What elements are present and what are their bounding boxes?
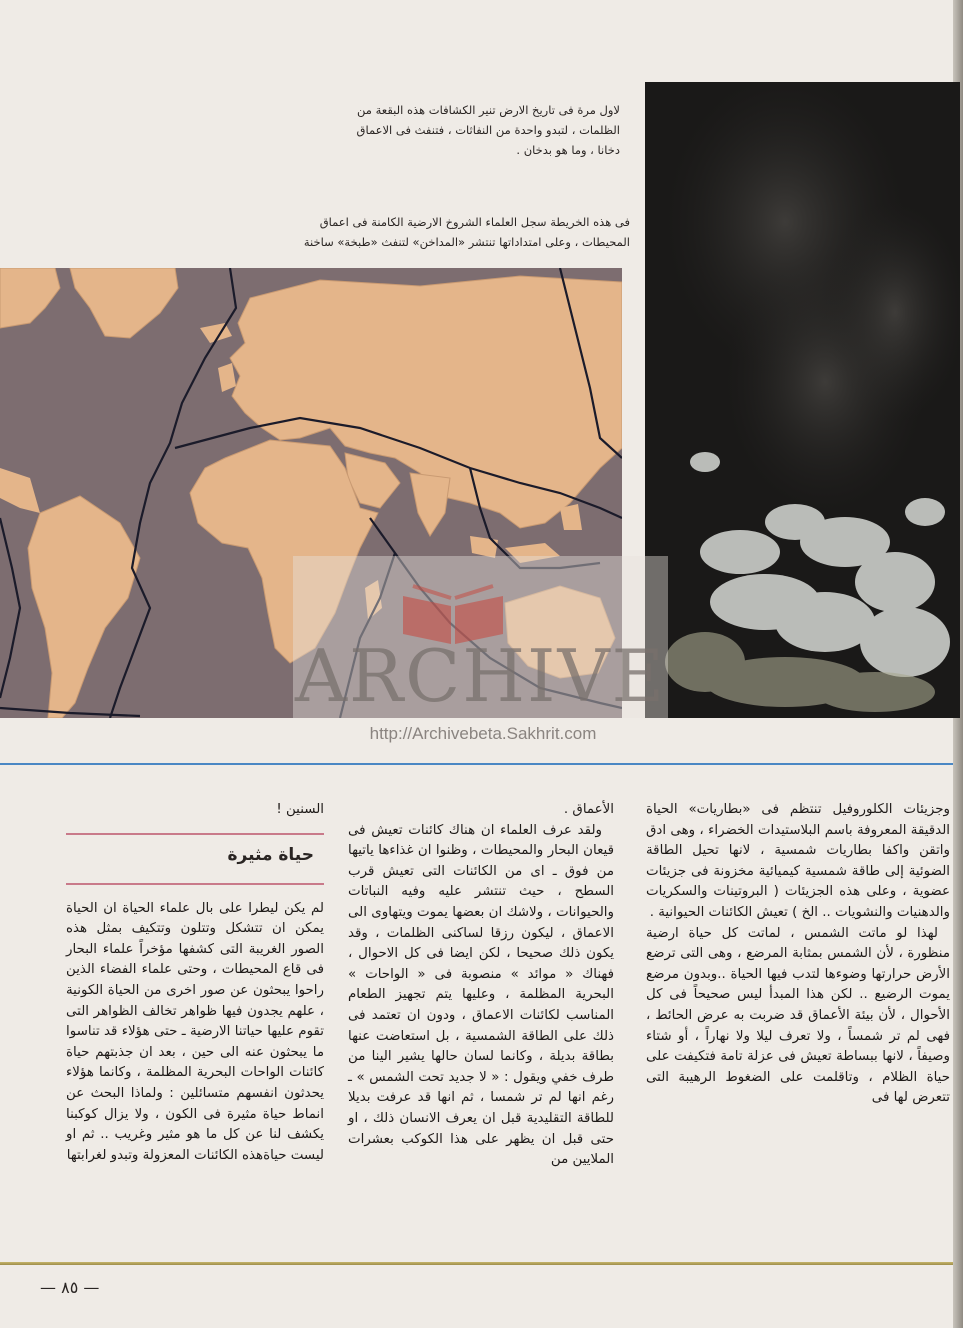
deep-sea-photo-drawing bbox=[645, 82, 960, 718]
paragraph: وجزيئات الكلوروفيل تنتظم فى «بطاريات» الحياة الدقيقة المعروفة باسم البلاستيدات الخضراء ، وهى ادق واتقن واكفا بطاريات شمسية ، لانها تحيل الطاقة الضوئية إلى طاقة شمسية كيميائية مخزونة فى جزيئات عضوية ، وعلى هذه الجزيئات ( البروتينات والسكريات والدهنيات والنشويات .. الخ ) تعيش الكائنات الحيوانية . bbox=[646, 802, 950, 920]
page-number: — ٨٥ — bbox=[40, 1278, 100, 1297]
deep-sea-photo bbox=[645, 82, 960, 718]
paragraph: لم يكن ليطرا على بال علماء الحياة ان الحياة يمكن ان تتشكل وتتلون وتتكيف بمثل هذه الصور الغريبة التى كشفها مؤخراً علماء البحار فى قاع المحيطات ، وحتى علماء الفضاء الذين راحوا يبحثون عن صور اخرى من الحياة الكونية ، علهم يجدون فيها ظواهر تخالف الظواهر التى تقوم عليها حياتنا الارضية ـ حتى هؤلاء قد تناسوا ما يبحثون عنه الى حين ، بعد ان جذبتهم حياة كائنات الواحات البحرية المظلمة ، وكانما هؤلاء يحدثون انفسهم متسائلين : ولماذا البحث عن انماط حياة مثيرة فى الكون ، ولا يزال كوكبنا يكشف لنا عن كل ما هو مثير وغريب .. ثم او ليست حياةهذه الكائنات المعزولة وتبدو لغرابتها bbox=[66, 900, 324, 1163]
photo-caption: لاول مرة فى تاريخ الارض تنير الكشافات هذه البقعة من الظلمات ، لتبدو واحدة من النفاثات ، فتنفث فى الاعماق دخانا ، وما هو بدخان . bbox=[356, 103, 620, 157]
text-column-middle bbox=[348, 800, 614, 1171]
footer-rule bbox=[0, 1262, 953, 1265]
paragraph: لهذا لو ماتت الشمس ، لماتت كل حياة ارضية منظورة ، لأن الشمس بمثابة المرضع ، وهى التى ترضع الأرض حرارتها وضوءها لتدب فيها الحياة ..وبدون مرضع يموت الرضيع .. لكن هذا المبدأ ليس صحيحاً فى كل الأحوال ، لأن بيئة الأعماق قد ضربت به عرض الحائط ، فهى لم تر شمساً ، ولا تعرف ليلا ولا نهاراً ، أو شتاء وصيفاً ، لانها ببساطة تعيش فى عزلة تامة فتكيفت على حياة الظلام ، وتاقلمت على الضغوط الرهيبة التى تتعرض لها فى bbox=[646, 925, 950, 1106]
paragraph: ولقد عرف العلماء ان هناك كائنات تعيش فى قيعان البحار والمحيطات ، وظنوا ان غذاءها ياتيها من فوق ـ اى من الكائنات التى تعيش قرب السطح ، حيث تنتشر عليه وفيه النباتات والحيوانات ، ولاشك ان بعضها يموت ويتهاوى الى الاعماق ، ليكون رزقا لساكنى الظلمات ، وقد يكون ذلك صحيحا ، لكن ايضا فى كل الاحوال ، فهناك « موائد » منصوبة فى « الواحات » البحرية المظلمة ، وعليها يتم تجهيز الطعام المناسب لكائنات الاعماق ، ودون ان تعتمد فى ذلك على الطاقة الشمسية ، بل استعاضت عنها بطاقة بديلة ، وكانما لسان حالها يشير الينا من طرف خفي ويقول : « لا جديد تحت الشمس » ـ رغم انها لم تر شمسا ، ثم انها قد عرفت بديلا للطاقة التقليدية قبل ان يعرف الانسان ذلك ، او حتى قبل ان يظهر على هذا الكوكب بعشرات الملايين من bbox=[348, 822, 614, 1168]
paragraph: الأعماق . bbox=[563, 802, 614, 817]
text-column-right bbox=[646, 800, 950, 1109]
archive-watermark bbox=[293, 556, 668, 718]
map-caption: فى هذه الخريطة سجل العلماء الشروخ الارضية الكامنة فى اعماق المحيطات ، وعلى امتداداتها تنتشر «المداخن» لتنفث «طبخة» ساخنة bbox=[303, 215, 630, 249]
section-divider bbox=[0, 763, 953, 765]
paragraph-tail: السنين ! bbox=[276, 802, 324, 817]
text-column-left bbox=[66, 800, 324, 1166]
watermark-text: ARCHIVE bbox=[294, 634, 667, 718]
section-heading-box bbox=[66, 833, 324, 885]
watermark-url: http://Archivebeta.Sakhrit.com bbox=[369, 724, 597, 743]
section-heading: حياة مثيرة bbox=[227, 844, 314, 865]
